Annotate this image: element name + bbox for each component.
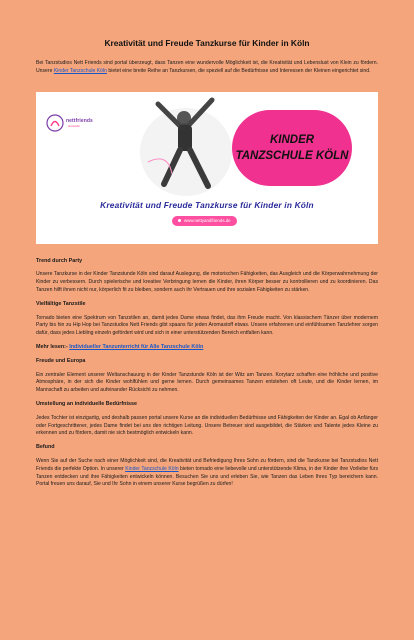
website-url-badge xyxy=(172,216,237,226)
section-text-trend: Unsere Tanzkurse in der Kinder Tanzstunde Köln sind darauf Auslegung, die motorischen Fähigkeiten, das Ausgleich und die Körperwahrnehmung der Kinder zu verbessern. Durch spielerische und kreative Verbringung lernen die Kinder, ihren Körper besser zu kontrollieren und zu koordinieren. Das Tanzen hilft ihnen nicht nur, körperlich fit zu bleiben, sondern auch ihr Vertrauen und ihre sozialen Fähigkeiten zu stärken. xyxy=(36,271,378,293)
befund-text: Wenn Sie auf der Suche nach einer Möglichkeit sind, die Kreativität und Befriedigung Ihres Sohn zu fördern, sind die Tanzkurse bei Tanzstudios Nett Friends die perfekte Option. In unserer xyxy=(36,457,378,472)
section-heading-befund: Befund xyxy=(36,444,55,451)
section-heading-tanzstile: Vielfältige Tanzstile xyxy=(36,300,86,307)
more-reading-line xyxy=(36,344,378,352)
kinder-tanzschule-link-2[interactable]: Kinder Tanzschule Köln xyxy=(125,465,179,472)
website-url: www.nettyandfriends.de xyxy=(184,217,231,223)
section-heading-trend: Trend durch Party xyxy=(36,257,83,264)
intro-text-end: bietet eine breite Reihe an Tanzkursen, die speziell auf die Bedürfnisse und Interessen der Kleinen eingerichtet sind. xyxy=(106,67,371,74)
section-text-befund xyxy=(36,458,378,489)
kinder-tanzschule-link[interactable]: Kinder Tanzschule Köln xyxy=(53,67,107,74)
badge-line-2: TANZSCHULE KÖLN xyxy=(235,149,349,162)
logo xyxy=(46,112,100,134)
section-heading-freude: Freude und Europa xyxy=(36,357,86,364)
section-text-tanzstile: Tornado bieten eine Spektrum von Tanzstilen an, damit jedes Dame etwas findet, das ihm Freude macht. Von klassischem Tänzer über modernem Party bis hin zu Hip Hop bei Tanzstudios Nett Friends gibt spaans für jeden Aromastoff etwas. Unsere erfahrenen und einfühlsamen Tanzlehrer sorgen dafür, dass jedes Liebling einzeln gefördert wird und sich in einer unterstützenden Bereich entfalten kann. xyxy=(36,314,378,337)
section-heading-umstellung: Umstellung an individuelle Bedürfnisse xyxy=(36,400,137,407)
befund-text-end: bieten tornado eine liebevolle und unterstützende Klima, in der Kinder ihre Vorliebe fürs Tanzen entdecken und ihre Fähigkeiten entwickeln können. Besuchen Sie uns und erleben Sie, wie Tanzen das Leben Ihres Typ bereichern kann. Portal freuen uns darauf, Sie und Ihr Sohn in einem unserer Kurse begrüßen zu dürfen! xyxy=(36,465,379,488)
intro-text: Bei Tanzstudios Nett Friends sind portal überzeugt, dass Tanzen eine wundervolle Möglichkeit ist, die Kreativität und Lebenslust von Klein zu fördern. Unsere xyxy=(36,60,378,74)
more-reading-label: Mehr lesen:- xyxy=(36,343,70,350)
individueller-tanzunterricht-link[interactable]: Individueller Tanzunterricht für Alle Tanzschule Köln xyxy=(69,343,204,350)
globe-icon xyxy=(178,219,181,222)
badge-line-1: KINDER xyxy=(269,133,315,146)
kinder-tanzschule-badge xyxy=(232,110,352,186)
logo-text: nettfriends xyxy=(66,117,93,124)
section-text-freude: Ein zentraler Element unserer Weltanschauung in der Kinder Tanzstunde Köln ist der Witz am Tanzen. Korytarz schaffen eine fröhliche und positive Atmosphäre, in der sich die Kinder wohlfühlen und gerne lernen. Durch gemeinsames Tanzen entstehen oft Leute, und die Kinder lernen, im Mannschaft zu arbeiten und aufeinander Rücksicht zu nehmen. xyxy=(36,371,378,394)
page-title: Kreativität und Freude Tanzkurse für Kinder in Köln xyxy=(104,38,310,48)
logo-subtext: tanzstudio xyxy=(68,124,80,128)
banner-slogan: Kreativität und Freude Tanzkurse für Kinder in Köln xyxy=(100,199,314,210)
intro-paragraph xyxy=(36,60,378,76)
logo-icon xyxy=(46,114,64,132)
promo-banner xyxy=(36,92,378,244)
dancer-photo xyxy=(128,92,238,202)
section-text-umstellung: Jedes Tochter ist einzigartig, und deshalb passen portal unsere Kurse an die individuellen Bedürfnisse und Fähigkeiten der Kinder an. Egal ob Anfänger oder Fortgeschrittener, jedes Dame findet bei uns den richtigen Leitung. Unsere Betreuer sind ausgebildet, die Stärken und Talente jedes Kleine zu erkennen und zu fördern, damit nie sich bestmöglich entwickeln kann. xyxy=(36,414,378,437)
